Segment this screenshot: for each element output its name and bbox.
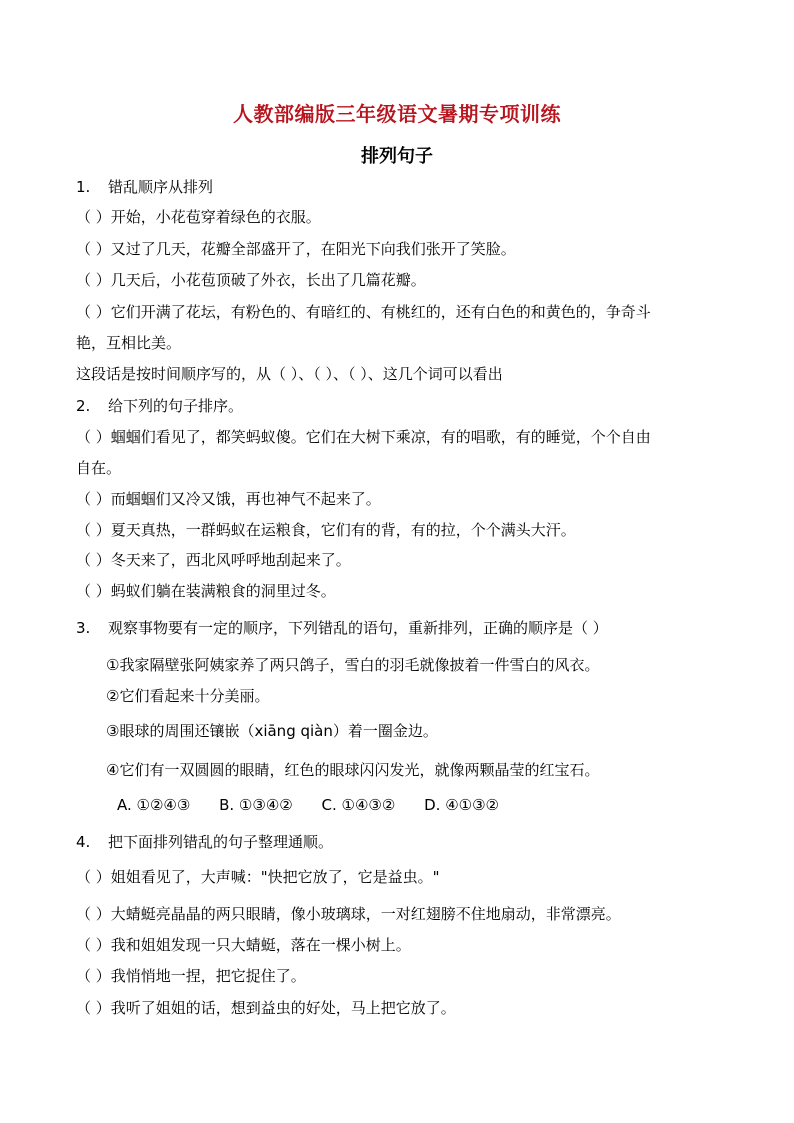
option-b[interactable]: B. ①③④② (219, 796, 293, 814)
q4-item-5: （ ）我听了姐姐的话，想到益虫的好处，马上把它放了。 (76, 999, 456, 1017)
q1-item-2: （ ）又过了几天，花瓣全部盛开了，在阳光下向我们张开了笑脸。 (76, 240, 516, 258)
q3-statement-2: ②它们看起来十分美丽。 (106, 687, 270, 705)
option-a[interactable]: A. ①②④③ (117, 796, 191, 814)
q2-item-5: （ ）蚂蚁们躺在装满粮食的洞里过冬。 (76, 582, 336, 600)
question-number: 3. (76, 619, 91, 637)
q2-item-1: （ ）蝈蝈们看见了，都笑蚂蚁傻。它们在大树下乘凉，有的唱歌，有的睡觉，个个自由 (76, 428, 651, 446)
q3-statement-1: ①我家隔壁张阿姨家养了两只鸽子，雪白的羽毛就像披着一件雪白的风衣。 (106, 656, 600, 674)
q2-item-1-cont: 自在。 (76, 459, 122, 477)
q1-item-1: （ ）开始，小花苞穿着绿色的衣服。 (76, 208, 321, 226)
question-number: 1. (76, 178, 91, 196)
q2-item-2: （ ）而蝈蝈们又冷又饿，再也神气不起来了。 (76, 490, 381, 508)
q1-followup: 这段话是按时间顺序写的，从（ ）、（ ）、（ ）、这几个词可以看出 (76, 365, 503, 383)
question-prompt: 给下列的句子排序。 (108, 397, 244, 415)
q4-item-4: （ ）我悄悄地一捏，把它捉住了。 (76, 967, 306, 985)
question-number: 2. (76, 397, 91, 415)
q4-item-3: （ ）我和姐姐发现一只大蜻蜓，落在一棵小树上。 (76, 936, 411, 954)
q1-item-4-cont: 艳，互相比美。 (76, 334, 182, 352)
question-prompt: 错乱顺序从排列 (108, 178, 214, 196)
q3-statement-3: ③眼球的周围还镶嵌（xiāng qiàn）着一圈金边。 (106, 722, 438, 740)
question-prompt: 把下面排列错乱的句子整理通顺。 (108, 833, 334, 851)
page-title: 人教部编版三年级语文暑期专项训练 (233, 102, 561, 126)
q3-options (117, 795, 523, 815)
page-subtitle: 排列句子 (361, 146, 433, 167)
option-c[interactable]: C. ①④③② (321, 796, 396, 814)
q4-item-1: （ ）姐姐看见了，大声喊："快把它放了，它是益虫。" (76, 868, 440, 886)
q2-item-4: （ ）冬天来了，西北风呼呼地刮起来了。 (76, 551, 351, 569)
q1-item-3: （ ）几天后，小花苞顶破了外衣，长出了几篇花瓣。 (76, 271, 426, 289)
q4-item-2: （ ）大蜻蜓亮晶晶的两只眼睛，像小玻璃球，一对红翅膀不住地扇动，非常漂亮。 (76, 905, 621, 923)
question-number: 4. (76, 833, 91, 851)
q1-item-4: （ ）它们开满了花坛，有粉色的、有暗红的、有桃红的，还有白色的和黄色的，争奇斗 (76, 303, 651, 321)
q2-item-3: （ ）夏天真热，一群蚂蚁在运粮食，它们有的背，有的拉，个个满头大汗。 (76, 521, 576, 539)
option-d[interactable]: D. ④①③② (424, 796, 499, 814)
q3-statement-4: ④它们有一双圆圆的眼睛，红色的眼球闪闪发光，就像两颗晶莹的红宝石。 (106, 761, 600, 779)
question-prompt: 观察事物要有一定的顺序，下列错乱的语句，重新排列，正确的顺序是（ ） (108, 619, 608, 637)
